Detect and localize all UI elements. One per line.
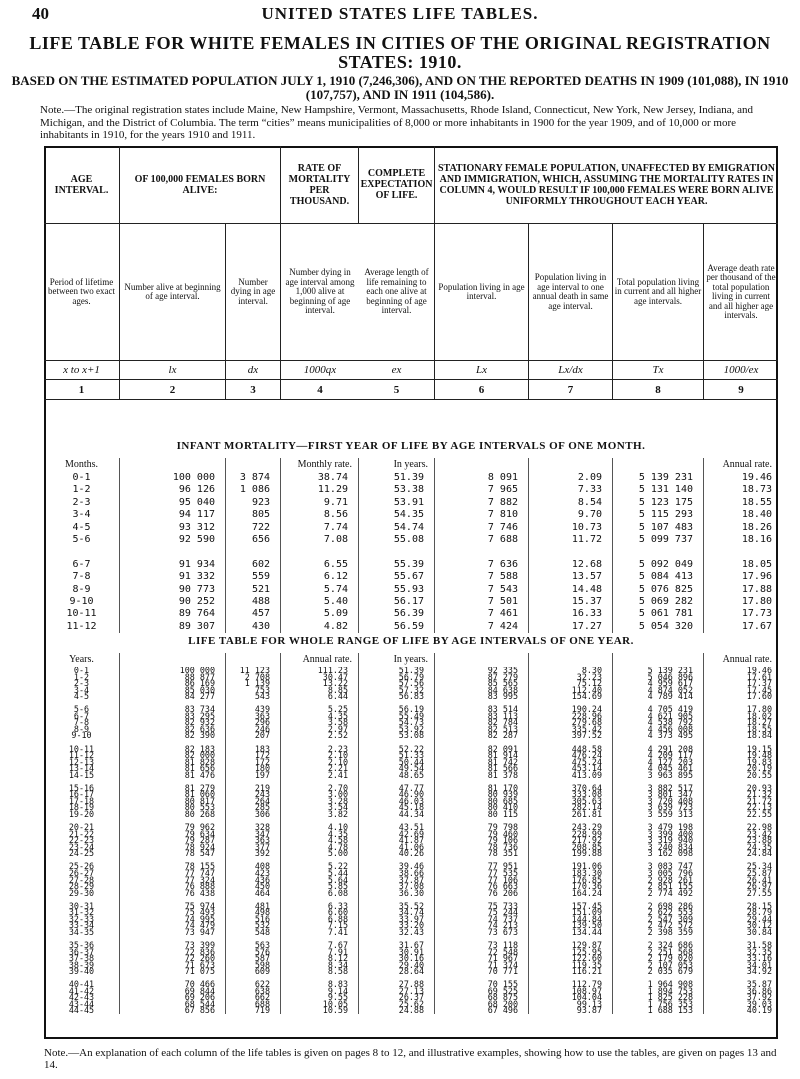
infant-section-title: INFANT MORTALITY—FIRST YEAR OF LIFE BY AGE INTERVALS OF ONE MONTH. bbox=[176, 440, 646, 452]
symbol-col-6: Lx bbox=[435, 361, 529, 380]
symbol-col-2: lx bbox=[120, 361, 226, 380]
footnote: Note.—An explanation of each column of the life tables is given on pages 8 to 12, and illustrative examples, showing how to use the tables, are given on pages 13 and 14. bbox=[44, 1047, 777, 1071]
symbol-col-8: Tx bbox=[613, 361, 704, 380]
stationary-heading: STATIONARY FEMALE POPULATION, UNAFFECTED BY EMIGRATION AND IMMIGRATION, WHICH, ASSUMING THE MORTALITY RATES IN COLUMN 4, WOULD RESULT IF 100,000 FEMALES WERE BORN ALIVE UNIFORMLY THROUGHOUT EACH YEAR. bbox=[435, 146, 778, 224]
infant-Lx-column: 8 091 7 965 7 882 7 810 7 746 7 688 7 636 7 588 7 543 7 501 7 461 7 424 bbox=[435, 472, 529, 633]
infant-Tx-column: 5 139 231 5 131 140 5 123 175 5 115 293 5 107 483 5 099 737 5 092 049 5 084 413 5 076 825 5 069 282 5 061 781 5 054 320 bbox=[613, 472, 704, 633]
table-subtitle: BASED ON THE ESTIMATED POPULATION JULY 1, 1910 (7,246,306), AND ON THE REPORTED DEATHS IN 1909 (101,088), IN 1910 (107,757), AND IN 1911 (104,586). bbox=[11, 73, 789, 102]
desc-col-2: Number alive at beginning of age interval. bbox=[120, 224, 226, 361]
desc-col-5: Average length of life remaining to each one alive at beginning of age interval. bbox=[359, 224, 435, 361]
in-years-label: In years. bbox=[359, 458, 435, 472]
symbol-col-4: 1000qx bbox=[281, 361, 359, 380]
desc-col-8: Total population living in current and all higher age intervals. bbox=[613, 224, 704, 361]
colnum-5: 5 bbox=[359, 380, 435, 400]
colnum-2: 2 bbox=[120, 380, 226, 400]
colnum-8: 8 bbox=[613, 380, 704, 400]
months-label: Months. bbox=[44, 458, 120, 472]
whole-Lx-column: 92 335 87 279 85 565 84 638 83 995 83 514 83 113 82 784 82 513 82 287 82 091 81 914 81 742 81 566 81 378 81 170 80 939 80 685 80 410 80 115 79 798 79 460 79 106 78 736 78 351 77 951 77 535 77 106 76 663 76 206 75 733 75 244 74 737 74 213 73 673 73 118 72 548 71 967 71 374 70 771 70 155 69 525 68 875 68 200 67 496 bbox=[435, 667, 529, 1014]
age-interval-heading: AGE INTERVAL. bbox=[44, 146, 120, 224]
infant-ex-column: 51.39 53.38 53.91 54.35 54.74 55.08 55.39 55.67 55.93 56.17 56.39 56.59 bbox=[359, 472, 435, 633]
infant-Lx-dx-column: 2.09 7.33 8.54 9.70 10.73 11.72 12.68 13.57 14.48 15.37 16.33 17.27 bbox=[529, 472, 613, 633]
whole-dx-column: 11 123 2 708 1 139 753 543 439 363 296 246 207 183 172 172 180 197 219 243 264 285 306 328 347 363 377 392 408 423 436 450 464 481 498 516 532 548 563 576 587 598 609 622 638 662 688 719 bbox=[226, 667, 281, 1014]
whole-ex-column: 51.39 56.79 57.56 57.32 56.83 56.19 55.49 54.73 53.92 53.08 52.22 51.33 50.44 49.54 48.65 47.77 46.90 46.03 45.18 44.34 43.51 42.69 41.87 41.06 40.26 39.46 38.66 37.87 37.08 36.30 35.52 34.74 33.97 33.20 32.43 31.67 30.91 30.16 29.40 28.64 27.88 27.13 26.37 25.62 24.88 bbox=[359, 667, 435, 1014]
years-label: Years. bbox=[44, 653, 120, 667]
table-header bbox=[44, 146, 778, 434]
expectation-heading: COMPLETE EXPECTATION OF LIFE. bbox=[359, 146, 435, 224]
annual-rate-label-col4: Annual rate. bbox=[281, 653, 359, 667]
infant-qx-column: 38.74 11.29 9.71 8.56 7.74 7.08 6.55 6.12 5.74 5.40 5.09 4.82 bbox=[281, 472, 359, 633]
whole-Tx-column: 5 139 231 5 046 896 4 959 617 4 874 052 4 789 414 4 705 419 4 621 905 4 538 792 4 456 008 4 373 495 4 291 208 4 209 117 4 127 203 4 045 461 3 963 895 3 882 517 3 801 347 3 720 408 3 639 723 3 559 313 3 479 198 3 399 400 3 319 940 3 240 834 3 162 098 3 083 747 3 005 796 2 928 261 2 851 155 2 774 492 2 698 286 2 622 553 2 547 309 2 472 572 2 398 359 2 324 686 2 251 568 2 179 020 2 107 053 2 035 679 1 964 908 1 894 753 1 825 228 1 756 353 1 688 153 bbox=[613, 667, 704, 1014]
infant-dx-column: 3 874 1 086 923 805 722 656 602 559 521 488 457 430 bbox=[226, 472, 281, 633]
symbol-col-5: ex bbox=[359, 361, 435, 380]
rate-heading: RATE OF MORTALITY PER THOUSAND. bbox=[281, 146, 359, 224]
colnum-4: 4 bbox=[281, 380, 359, 400]
whole-lx-column: 100 000 88 877 86 169 85 030 84 277 83 734 83 295 82 932 82 636 82 390 82 183 82 000 81 828 81 656 81 476 81 279 81 060 80 817 80 553 80 268 79 962 79 634 79 287 78 924 78 547 78 155 77 747 77 324 76 888 76 438 75 974 75 493 74 995 74 479 73 947 73 399 72 836 72 260 71 673 71 075 70 466 69 844 69 206 68 544 67 856 bbox=[120, 667, 226, 1014]
desc-col-3: Number dying in age interval. bbox=[226, 224, 281, 361]
whole-Lx-dx-column: 8.30 32.23 75.12 112.40 154.69 190.24 228.96 279.68 335.42 397.52 448.58 476.24 475.24 453.14 413.09 370.64 333.08 305.63 282.14 261.81 243.29 228.99 217.92 208.85 199.88 191.06 183.30 176.85 170.36 164.24 157.45 151.09 144.84 139.50 134.44 129.87 125.95 122.60 119.35 116.21 112.79 108.97 104.04 99.13 93.87 bbox=[529, 667, 613, 1014]
whole-age-column: 0-1 1-2 2-3 3-4 4-5 5-6 6-7 7-8 8-9 9-10 10-11 11-12 12-13 13-14 14-15 15-16 16-17 17-18 18-19 19-20 20-21 21-22 22-23 23-24 24-25 25-26 26-27 27-28 28-29 29-30 30-31 31-32 32-33 33-34 34-35 35-36 36-37 37-38 38-39 39-40 40-41 41-42 42-43 43-44 44-45 bbox=[44, 667, 120, 1014]
desc-col-7: Population living in age interval to one annual death in same age interval. bbox=[529, 224, 613, 361]
desc-col-9: Average death rate per thousand of the total population living in current and all higher age intervals. bbox=[704, 224, 778, 361]
colnum-7: 7 bbox=[529, 380, 613, 400]
whole-life-table bbox=[44, 653, 778, 1014]
page-header bbox=[0, 4, 800, 30]
colnum-9: 9 bbox=[704, 380, 778, 400]
symbol-col-3: dx bbox=[226, 361, 281, 380]
whole-section-title: LIFE TABLE FOR WHOLE RANGE OF LIFE BY AGE INTERVALS OF ONE YEAR. bbox=[188, 635, 634, 647]
symbol-col-7: Lx/dx bbox=[529, 361, 613, 380]
annual-rate-label-col9: Annual rate. bbox=[722, 654, 772, 665]
infant-table bbox=[44, 458, 778, 633]
infant-age-column: 0-1 1-2 2-3 3-4 4-5 5-6 6-7 7-8 8-9 9-10 10-11 11-12 bbox=[44, 472, 120, 633]
desc-col-6: Population living in age interval. bbox=[435, 224, 529, 361]
infant-lx-column: 100 000 96 126 95 040 94 117 93 312 92 590 91 934 91 332 90 773 90 252 89 764 89 307 bbox=[120, 472, 226, 633]
symbol-col-9: 1000/ex bbox=[704, 361, 778, 380]
table-title: LIFE TABLE FOR WHITE FEMALES IN CITIES OF THE ORIGINAL REGISTRATION STATES: 1910. bbox=[29, 33, 771, 72]
in-years-label-whole: In years. bbox=[359, 653, 435, 667]
of-100000-heading: OF 100,000 FEMALES BORN ALIVE: bbox=[120, 146, 281, 224]
desc-col-4: Number dying in age interval among 1,000 alive at beginning of age interval. bbox=[281, 224, 359, 361]
colnum-1: 1 bbox=[44, 380, 120, 400]
whole-qx-column: 111.23 30.47 13.22 8.85 6.44 5.25 4.35 3.58 2.97 2.52 2.23 2.10 2.10 2.21 2.41 2.70 3.00 3.28 3.54 3.82 4.10 4.35 4.58 4.78 5.00 5.22 5.44 5.64 5.85 6.08 6.33 6.60 6.88 7.15 7.41 7.67 7.91 8.12 8.34 8.58 8.83 9.14 9.55 10.05 10.59 bbox=[281, 667, 359, 1014]
header-note: Note.—The original registration states include Maine, New Hampshire, Vermont, Massachusetts, Rhode Island, Connecticut, New York, New Jersey, Indiana, and Michigan, and the District of Columbia. The term “cities” means municipalities of 8,000 or more inhabitants in 1900 for the year 1909, and of 10,000 or more inhabitants in 1910, for the years 1910 and 1911. bbox=[40, 104, 754, 141]
symbol-col-1: x to x+1 bbox=[44, 361, 120, 380]
colnum-3: 3 bbox=[226, 380, 281, 400]
page-number: 40 bbox=[32, 4, 49, 23]
running-head: UNITED STATES LIFE TABLES. bbox=[261, 4, 539, 23]
annual-rate-label: Annual rate. bbox=[722, 459, 772, 470]
monthly-rate-label: Monthly rate. bbox=[281, 458, 359, 472]
whole-death-rate-column: 19.46 17.61 17.37 17.45 17.60 17.80 18.02 18.27 18.55 18.84 19.15 19.48 19.83 20.19 20.55 20.93 21.32 21.72 22.13 22.55 22.98 23.42 23.88 24.35 24.84 25.34 25.87 26.41 26.97 27.55 28.15 28.79 29.44 30.12 30.84 31.58 32.35 33.16 34.01 34.92 35.87 36.86 37.92 39.03 40.19 bbox=[746, 667, 772, 1014]
infant-death-rate-column: 19.46 18.73 18.55 18.40 18.26 18.16 18.05 17.96 17.88 17.80 17.73 17.67 bbox=[741, 472, 772, 632]
colnum-6: 6 bbox=[435, 380, 529, 400]
desc-col-1: Period of lifetime between two exact ages. bbox=[44, 224, 120, 361]
